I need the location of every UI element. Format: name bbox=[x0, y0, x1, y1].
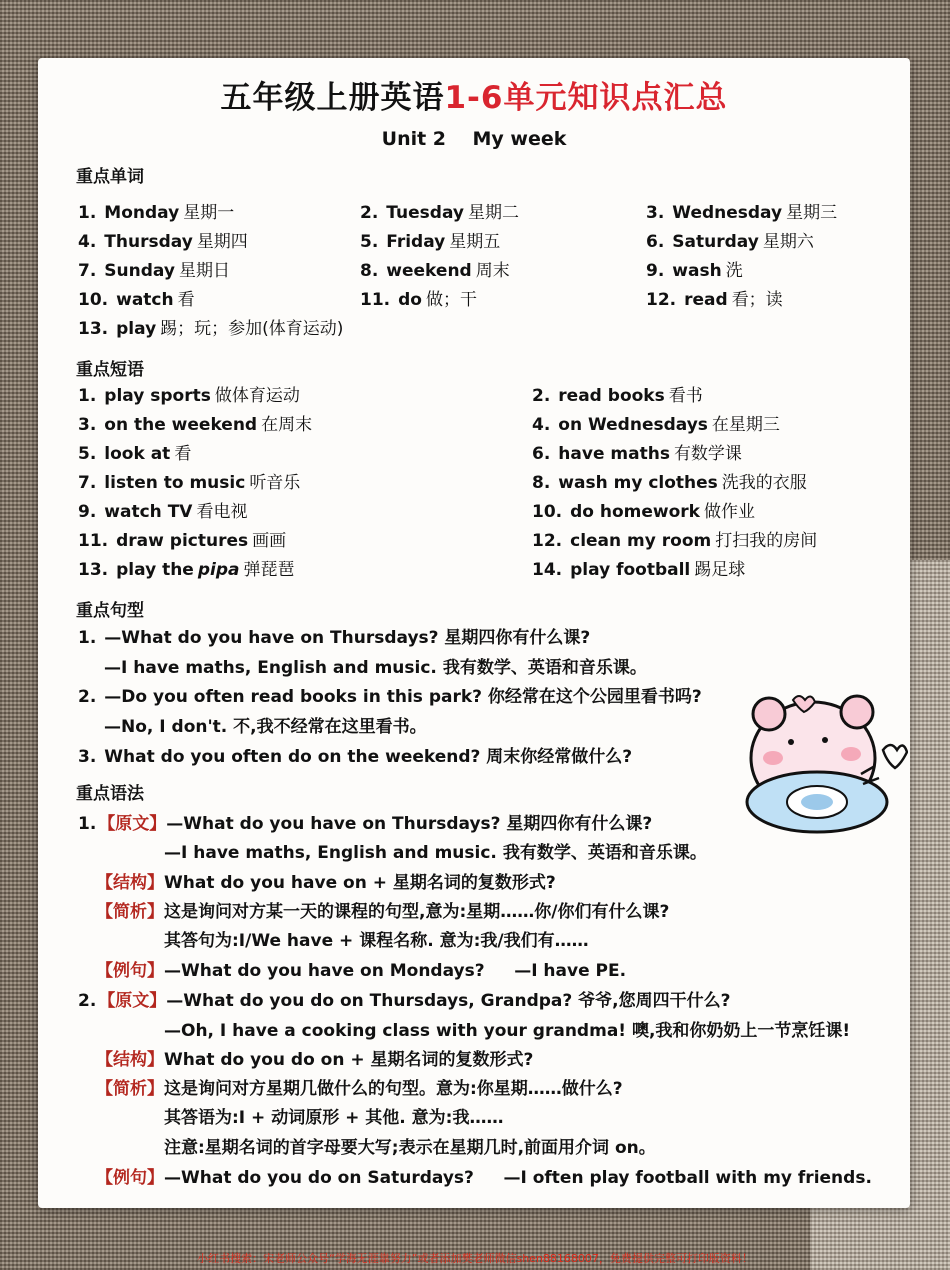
section-sentences: 重点句型 bbox=[76, 601, 144, 621]
sentence-line: —No, I don't. 不,我不经常在这里看书。 bbox=[104, 717, 427, 737]
phrase-item: 8. wash my clothes 洗我的衣服 bbox=[532, 473, 807, 493]
grammar-line: 注意:星期名词的首字母要大写;表示在星期几时,前面用介词 on。 bbox=[164, 1138, 656, 1158]
sentence-line: 2. —Do you often read books in this park? 你经常在这个公园里看书吗? bbox=[78, 687, 702, 707]
phrase-item: 7. listen to music 听音乐 bbox=[78, 473, 301, 493]
section-phrases: 重点短语 bbox=[76, 360, 144, 380]
grammar-line: 【结构】What do you have on + 星期名词的复数形式? bbox=[96, 873, 556, 893]
grammar-line: 【结构】What do you do on + 星期名词的复数形式? bbox=[96, 1050, 534, 1070]
grammar-line: —Oh, I have a cooking class with your grandma! 噢,我和你奶奶上一节烹饪课! bbox=[164, 1021, 851, 1041]
grammar-line: 【例句】—What do you do on Saturdays? —I often play football with my friends. bbox=[96, 1168, 872, 1188]
word-item: 13. play 踢；玩；参加(体育运动) bbox=[78, 319, 344, 339]
phrase-item: 2. read books 看书 bbox=[532, 386, 703, 406]
phrase-item: 13. play the pipa 弹琵琶 bbox=[78, 560, 295, 580]
phrase-item: 12. clean my room 打扫我的房间 bbox=[532, 531, 818, 551]
grammar-line: —I have maths, English and music. 我有数学、英语和音乐课。 bbox=[164, 843, 707, 863]
section-words: 重点单词 bbox=[76, 167, 144, 187]
grammar-line: 2. 【原文】—What do you do on Thursdays, Grandpa? 爷爷,您周四干什么? bbox=[78, 991, 731, 1011]
grammar-line: 【简析】这是询问对方星期几做什么的句型。意为:你星期……做什么? bbox=[96, 1079, 623, 1099]
phrase-item: 6. have maths 有数学课 bbox=[532, 444, 742, 464]
grammar-line: 1. 【原文】—What do you have on Thursdays? 星期四你有什么课? bbox=[78, 814, 653, 834]
sentence-line: 3. What do you often do on the weekend? 周末你经常做什么? bbox=[78, 747, 633, 767]
title-accent: 1-6单元知识点汇总 bbox=[444, 80, 728, 116]
pig-sticker-icon bbox=[733, 690, 908, 840]
word-item: 12. read 看；读 bbox=[646, 290, 783, 310]
sentence-line: 1. —What do you have on Thursdays? 星期四你有什么课? bbox=[78, 628, 591, 648]
grammar-line: 其答语为:I + 动词原形 + 其他. 意为:我…… bbox=[164, 1108, 504, 1128]
word-item: 10. watch 看 bbox=[78, 290, 195, 310]
phrase-item: 1. play sports 做体育运动 bbox=[78, 386, 300, 406]
word-item: 4. Thursday 星期四 bbox=[78, 232, 248, 252]
word-item: 11. do 做；干 bbox=[360, 290, 477, 310]
word-item: 6. Saturday 星期六 bbox=[646, 232, 814, 252]
title-main: 五年级上册英语 bbox=[220, 80, 445, 116]
word-item: 8. weekend 周末 bbox=[360, 261, 510, 281]
word-item: 1. Monday 星期一 bbox=[78, 203, 235, 223]
unit-heading: Unit 2 My week bbox=[381, 128, 567, 150]
phrase-item: 11. draw pictures 画画 bbox=[78, 531, 287, 551]
phrase-item: 3. on the weekend 在周末 bbox=[78, 415, 313, 435]
grammar-line: 【简析】这是询问对方某一天的课程的句型,意为:星期……你/你们有什么课? bbox=[96, 902, 670, 922]
section-grammar: 重点语法 bbox=[76, 784, 144, 804]
footer-note: 小红书搜索：宋老师公众号“学海无涯靠努力”或者添加樊老师微信shen88168007，免费提供完整可打印版资料！ bbox=[197, 1252, 753, 1265]
grammar-line: 其答句为:I/We have + 课程名称. 意为:我/我们有…… bbox=[164, 931, 589, 951]
sentence-line: —I have maths, English and music. 我有数学、英语和音乐课。 bbox=[104, 658, 647, 678]
word-item: 9. wash 洗 bbox=[646, 261, 743, 281]
phrase-item: 14. play football 踢足球 bbox=[532, 560, 746, 580]
word-item: 3. Wednesday 星期三 bbox=[646, 203, 838, 223]
page-title bbox=[38, 72, 910, 117]
phrase-item: 9. watch TV 看电视 bbox=[78, 502, 248, 522]
phrase-item: 10. do homework 做作业 bbox=[532, 502, 755, 522]
word-item: 2. Tuesday 星期二 bbox=[360, 203, 519, 223]
grammar-line: 【例句】—What do you have on Mondays? —I have PE. bbox=[96, 961, 627, 981]
word-item: 5. Friday 星期五 bbox=[360, 232, 501, 252]
phrase-item: 4. on Wednesdays 在星期三 bbox=[532, 415, 780, 435]
phrase-item: 5. look at 看 bbox=[78, 444, 192, 464]
worksheet-page bbox=[38, 58, 910, 1208]
word-item: 7. Sunday 星期日 bbox=[78, 261, 230, 281]
